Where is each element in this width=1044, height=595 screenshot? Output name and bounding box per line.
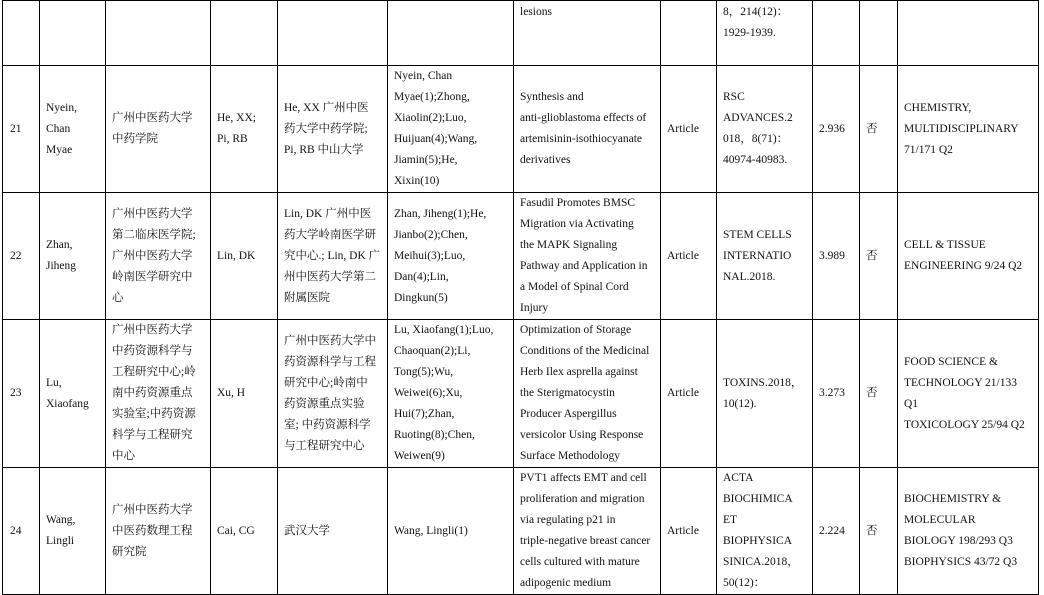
paper-title: lesions (514, 1, 661, 66)
impact-factor: 3.273 (813, 320, 860, 468)
paper-title: Optimization of Storage Conditions of the Medicinal Herb Ilex asprella against the Sterigmatocystin Producer Aspergillus versicolor Using Response Surface Methodology (514, 320, 661, 468)
subject-category: BIOCHEMISTRY & MOLECULAR BIOLOGY 198/293 Q3 BIOPHYSICS 43/72 Q3 (898, 468, 1039, 595)
corresponding-author (211, 1, 278, 66)
author-list: Wang, Lingli(1) (388, 468, 514, 595)
author-list (388, 1, 514, 66)
source-journal: ACTA BIOCHIMICA ET BIOPHYSICA SINICA.2018， 50(12)： (717, 468, 813, 595)
author-affiliation (106, 1, 211, 66)
first-author: Lu, Xiaofang (40, 320, 106, 468)
flag-cell: 否 (860, 320, 898, 468)
corresponding-author: Cai, CG (211, 468, 278, 595)
author-affiliation: 广州中医药大学 第二临床医学院; 广州中医药大学 岭南医学研究中 心 (106, 193, 211, 320)
first-author: Nyein, Chan Myae (40, 66, 106, 193)
document-type: Article (661, 468, 717, 595)
row-number (3, 1, 40, 66)
paper-title: PVT1 affects EMT and cell proliferation and migration via regulating p21 in triple-negative breast cancer cells cultured with mature adipogenic medium (514, 468, 661, 595)
table-row (3, 193, 1039, 320)
author-list: Zhan, Jiheng(1);He, Jianbo(2);Chen, Meihui(3);Luo, Dan(4);Lin, Dingkun(5) (388, 193, 514, 320)
subject-category (898, 1, 1039, 66)
table-row (3, 468, 1039, 595)
author-affiliation: 广州中医药大学 中医药数理工程 研究院 (106, 468, 211, 595)
author-list: Nyein, Chan Myae(1);Zhong, Xiaolin(2);Luo, Huijuan(4);Wang, Jiamin(5);He, Xixin(10) (388, 66, 514, 193)
row-number: 21 (3, 66, 40, 193)
row-number: 24 (3, 468, 40, 595)
paper-title: Fasudil Promotes BMSC Migration via Activating the MAPK Signaling Pathway and Application in a Model of Spinal Cord Injury (514, 193, 661, 320)
flag-cell (860, 1, 898, 66)
corresponding-affiliation: He, XX 广州中医 药大学中药学院; Pi, RB 中山大学 (278, 66, 388, 193)
subject-category: FOOD SCIENCE & TECHNOLOGY 21/133 Q1 TOXICOLOGY 25/94 Q2 (898, 320, 1039, 468)
source-journal: TOXINS.2018， 10(12). (717, 320, 813, 468)
first-author: Zhan, Jiheng (40, 193, 106, 320)
paper-title: Synthesis and anti-glioblastoma effects of artemisinin-isothiocyanate derivatives (514, 66, 661, 193)
table-row (3, 320, 1039, 468)
author-affiliation: 广州中医药大学 中药学院 (106, 66, 211, 193)
document-type: Article (661, 193, 717, 320)
flag-cell: 否 (860, 468, 898, 595)
author-list: Lu, Xiaofang(1);Luo, Chaoquan(2);Li, Tong(5);Wu, Weiwei(6);Xu, Hui(7);Zhan, Ruoting(8);Chen, Weiwen(9) (388, 320, 514, 468)
source-journal: 8，214(12)： 1929-1939. (717, 1, 813, 66)
corresponding-author: Lin, DK (211, 193, 278, 320)
flag-cell: 否 (860, 193, 898, 320)
impact-factor: 2.224 (813, 468, 860, 595)
corresponding-affiliation: Lin, DK 广州中医 药大学岭南医学研 究中心.; Lin, DK 广 州中医药大学第二 附属医院 (278, 193, 388, 320)
table-row (3, 1, 1039, 66)
subject-category: CELL & TISSUE ENGINEERING 9/24 Q2 (898, 193, 1039, 320)
impact-factor (813, 1, 860, 66)
corresponding-affiliation: 广州中医药大学中 药资源科学与工程 研究中心;岭南中 药资源重点实验 室; 中药资源科学 与工程研究中心 (278, 320, 388, 468)
first-author (40, 1, 106, 66)
corresponding-author: Xu, H (211, 320, 278, 468)
impact-factor: 2.936 (813, 66, 860, 193)
table-row (3, 66, 1039, 193)
corresponding-affiliation (278, 1, 388, 66)
subject-category: CHEMISTRY, MULTIDISCIPLINARY 71/171 Q2 (898, 66, 1039, 193)
publication-table (2, 0, 1039, 595)
row-number: 23 (3, 320, 40, 468)
impact-factor: 3.989 (813, 193, 860, 320)
document-type: Article (661, 66, 717, 193)
source-journal: STEM CELLS INTERNATIO NAL.2018. (717, 193, 813, 320)
author-affiliation: 广州中医药大学 中药资源科学与 工程研究中心;岭 南中药资源重点 实验室;中药资源 科学与工程研究 中心 (106, 320, 211, 468)
first-author: Wang, Lingli (40, 468, 106, 595)
source-journal: RSC ADVANCES.2 018，8(71)： 40974-40983. (717, 66, 813, 193)
document-type (661, 1, 717, 66)
flag-cell: 否 (860, 66, 898, 193)
corresponding-affiliation: 武汉大学 (278, 468, 388, 595)
document-type: Article (661, 320, 717, 468)
corresponding-author: He, XX; Pi, RB (211, 66, 278, 193)
row-number: 22 (3, 193, 40, 320)
